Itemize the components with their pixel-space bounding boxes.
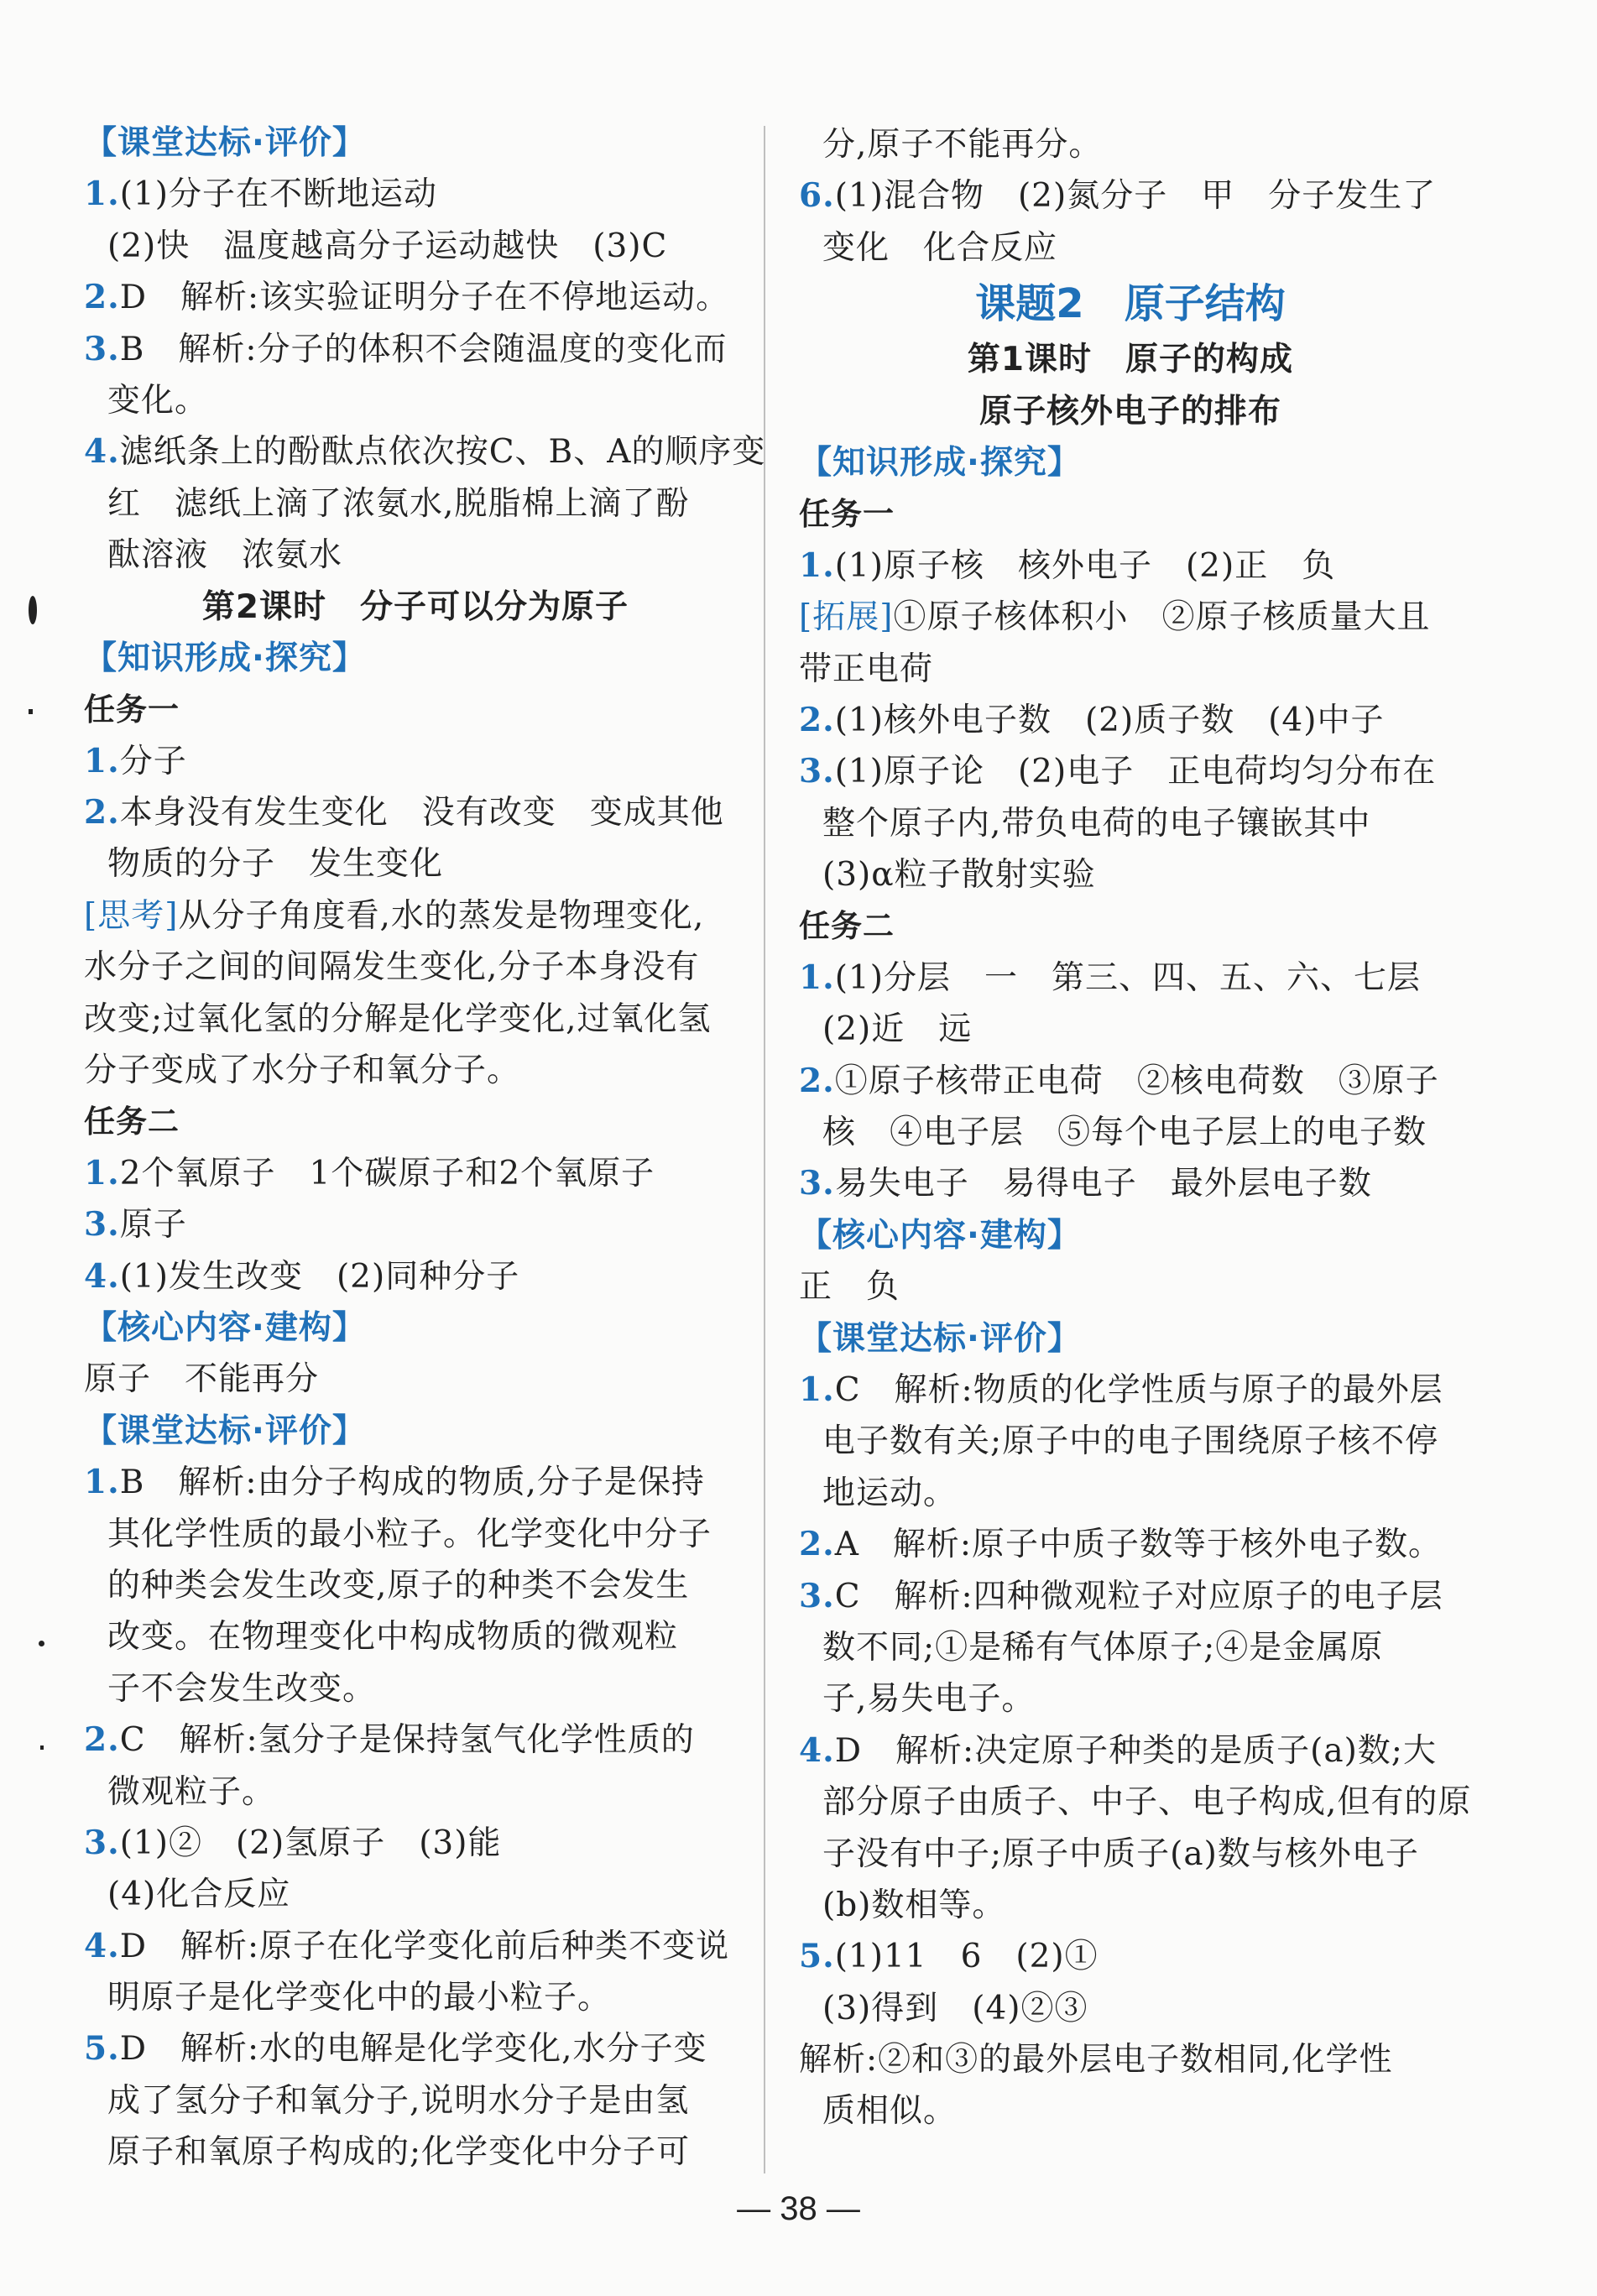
answer-line: 1.B 解析:由分子构成的物质,分子是保持 (84, 1463, 705, 1502)
item-number: 3. (84, 1823, 120, 1862)
answer-line: 部分原子由质子、中子、电子构成,但有的原 (822, 1783, 1472, 1822)
item-number: 2. (799, 700, 835, 739)
item-number: 3. (84, 329, 120, 368)
answer-line: 核 ④电子层 ⑤每个电子层上的电子数 (822, 1114, 1427, 1152)
item-number: 1. (84, 741, 120, 780)
answer-line: 3.B 解析:分子的体积不会随温度的变化而 (84, 329, 728, 368)
section-heading: 【知识形成·探究】 (799, 443, 1081, 482)
answer-line: 带正电荷 (799, 650, 934, 688)
answer-line: 2.C 解析:氢分子是保持氢气化学性质的 (84, 1720, 695, 1760)
answer-line: 4.(1)发生改变 (2)同种分子 (84, 1256, 520, 1296)
answer-line: 地运动。 (822, 1474, 958, 1512)
item-number: 2. (84, 278, 120, 317)
answer-line: 4.滤纸条上的酚酞点依次按C、B、A的顺序变 (84, 432, 766, 472)
answer-line: 分,原子不能再分。 (822, 126, 1103, 164)
answer-line: 6.(1)混合物 (2)氮分子 甲 分子发生了 (799, 176, 1437, 216)
answer-line: 1.C 解析:物质的化学性质与原子的最外层 (799, 1370, 1443, 1409)
task-heading: 任务二 (84, 1104, 180, 1140)
answer-line: 1.(1)分层 一 第三、四、五、六、七层 (799, 958, 1421, 997)
answer-line: 3.(1)② (2)氢原子 (3)能 (84, 1823, 502, 1862)
answer-line: 整个原子内,带负电荷的电子镶嵌其中 (822, 804, 1371, 843)
answer-line: [思考]从分子角度看,水的蒸发是物理变化, (84, 896, 705, 935)
margin-mark (40, 1745, 44, 1750)
item-number: 3. (799, 1164, 835, 1203)
answer-line: (b)数相等。 (822, 1886, 1006, 1924)
answer-line: (2)快 温度越高分子运动越快 (3)C (107, 227, 668, 265)
answer-line: 3.原子 (84, 1205, 187, 1245)
section-heading: 【核心内容·建构】 (799, 1216, 1081, 1255)
answer-line: 4.D 解析:原子在化学变化前后种类不变说 (84, 1926, 730, 1965)
item-number: 3. (799, 752, 835, 791)
answer-line: 4.D 解析:决定原子种类的是质子(a)数;大 (799, 1730, 1437, 1770)
answer-line: 2.本身没有发生变化 没有改变 变成其他 (84, 793, 724, 832)
topic-title: 课题2 原子结构 (975, 280, 1286, 328)
item-number: 1. (799, 1370, 835, 1409)
item-number: 1. (84, 1463, 120, 1502)
item-number: 5. (799, 1937, 835, 1976)
task-heading: 任务一 (799, 496, 895, 533)
answer-line: [拓展]①原子核体积小 ②原子核质量大且 (799, 598, 1431, 637)
answer-line: 质相似。 (822, 2092, 958, 2131)
item-number: 6. (799, 176, 835, 216)
answer-line: 变化。 (107, 381, 209, 420)
answer-line: 1.(1)分子在不断地运动 (84, 175, 437, 214)
item-number: 2. (799, 1061, 835, 1100)
answer-line: 子,易失电子。 (822, 1680, 1036, 1719)
answer-line: 其化学性质的最小粒子。化学变化中分子 (107, 1515, 712, 1553)
answer-line: 数不同;①是稀有气体原子;④是金属原 (822, 1628, 1384, 1667)
task-heading: 任务一 (84, 691, 180, 728)
answer-line: 原子 不能再分 (84, 1360, 320, 1399)
margin-mark (29, 596, 37, 624)
item-number: 4. (84, 432, 120, 472)
item-number: 1. (799, 958, 835, 997)
answer-line: 子没有中子;原子中质子(a)数与核外电子 (822, 1834, 1419, 1873)
section-heading: 【课堂达标·评价】 (84, 124, 366, 162)
answer-line: 成了氢分子和氧分子,说明水分子是由氢 (107, 2081, 690, 2120)
left-column (84, 117, 766, 2179)
answer-line: 变化 化合反应 (822, 228, 1058, 267)
answer-line: 1.2个氧原子 1个碳原子和2个氧原子 (84, 1153, 655, 1192)
item-number: 5. (84, 2029, 120, 2069)
answer-line: 2.D 解析:该实验证明分子在不停地运动。 (84, 278, 730, 317)
answer-line: 的种类会发生改变,原子的种类不会发生 (107, 1566, 690, 1605)
answer-line: 电子数有关;原子中的电子围绕原子核不停 (822, 1422, 1439, 1461)
item-number: 1. (84, 175, 120, 214)
answer-line: 物质的分子 发生变化 (107, 845, 444, 884)
item-number: 2. (84, 1720, 120, 1760)
answer-line: 酞溶液 浓氨水 (107, 536, 343, 575)
think-tag: [思考] (84, 896, 179, 935)
item-number: 4. (84, 1256, 120, 1296)
item-number: 2. (84, 793, 120, 832)
answer-line: 5.D 解析:水的电解是化学变化,水分子变 (84, 2029, 707, 2069)
item-number: 1. (799, 545, 835, 585)
answer-line: 原子和氧原子构成的;化学变化中分子可 (107, 2133, 691, 2172)
item-number: 3. (84, 1205, 120, 1245)
task-heading: 任务二 (799, 908, 895, 945)
answer-line: 3.(1)原子论 (2)电子 正电荷均匀分布在 (799, 752, 1437, 791)
answer-line: 解析:②和③的最外层电子数相同,化学性 (799, 2041, 1393, 2079)
right-column (799, 119, 1472, 2137)
answer-line: 1.(1)原子核 核外电子 (2)正 负 (799, 545, 1336, 585)
margin-mark (29, 709, 33, 714)
answer-line: 水分子之间的间隔发生变化,分子本身没有 (84, 948, 700, 987)
answer-line: 正 负 (799, 1268, 900, 1307)
answer-line: 1.分子 (84, 741, 187, 780)
answer-line: 2.(1)核外电子数 (2)质子数 (4)中子 (799, 700, 1385, 739)
lesson-title: 第2课时 分子可以分为原子 (201, 587, 629, 626)
answer-line: 改变。在物理变化中构成物质的微观粒 (107, 1618, 679, 1657)
answer-line: 2.①原子核带正电荷 ②核电荷数 ③原子 (799, 1061, 1439, 1100)
answer-line: 子不会发生改变。 (107, 1669, 377, 1708)
lesson-title: 第1课时 原子的构成 (967, 341, 1294, 379)
page-number: — 38 — (737, 2190, 860, 2227)
item-number: 4. (84, 1926, 120, 1965)
answer-line: 改变;过氧化氢的分解是化学变化,过氧化氢 (84, 999, 712, 1038)
answer-line: 3.易失电子 易得电子 最外层电子数 (799, 1164, 1372, 1203)
answer-line: 3.C 解析:四种微观粒子对应原子的电子层 (799, 1576, 1443, 1615)
answer-line: 分子变成了水分子和氧分子。 (84, 1051, 521, 1090)
item-number: 4. (799, 1730, 835, 1770)
answer-line: 微观粒子。 (107, 1772, 276, 1811)
answer-line: (2)近 远 (822, 1010, 973, 1049)
extend-tag: [拓展] (799, 598, 894, 637)
answer-line: 明原子是化学变化中的最小粒子。 (107, 1979, 612, 2017)
item-number: 3. (799, 1576, 835, 1615)
lesson-subtitle: 原子核外电子的排布 (979, 392, 1281, 430)
answer-line: 红 滤纸上滴了浓氨水,脱脂棉上滴了酚 (107, 484, 690, 523)
section-heading: 【知识形成·探究】 (84, 639, 366, 677)
answer-line: 2.A 解析:原子中质子数等于核外电子数。 (799, 1525, 1443, 1564)
answer-line: (4)化合反应 (107, 1876, 291, 1914)
item-number: 1. (84, 1153, 120, 1192)
answer-line: (3)得到 (4)②③ (822, 1989, 1088, 2027)
answer-line: (3)α粒子散射实验 (822, 856, 1096, 895)
margin-mark (39, 1641, 44, 1646)
section-heading: 【课堂达标·评价】 (799, 1319, 1081, 1358)
answer-line: 5.(1)11 6 (2)① (799, 1937, 1099, 1976)
section-heading: 【课堂达标·评价】 (84, 1412, 366, 1450)
item-number: 2. (799, 1525, 835, 1564)
section-heading: 【核心内容·建构】 (84, 1308, 366, 1347)
